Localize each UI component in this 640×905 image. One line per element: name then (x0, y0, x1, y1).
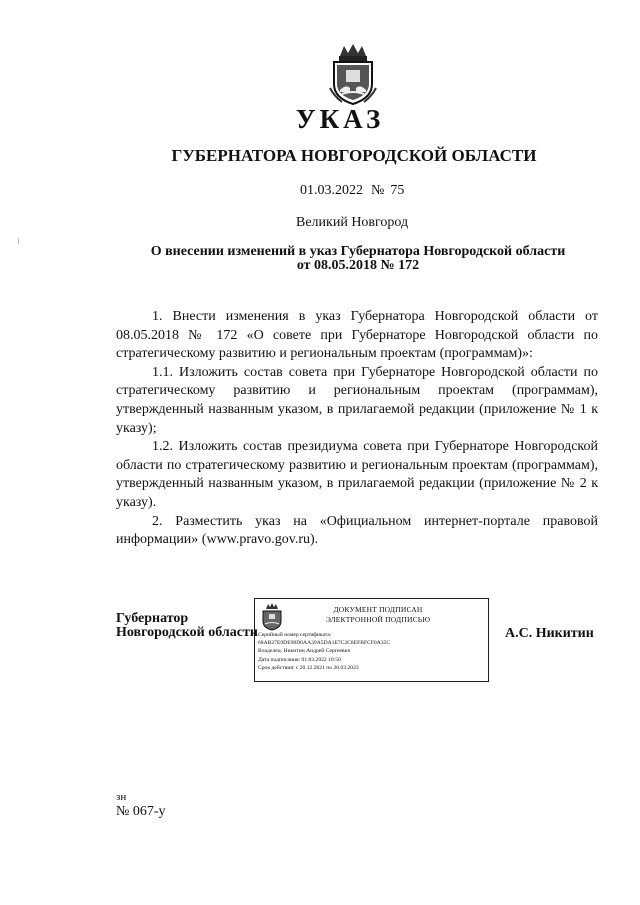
stamp-coat-of-arms-icon (260, 603, 284, 631)
margin-mark (18, 238, 21, 244)
stamp-header-line-2: ЭЛЕКТРОННОЙ ПОДПИСЬЮ (325, 615, 431, 624)
document-heading (128, 245, 588, 273)
paragraph-1-2: 1.2. Изложить состав президиума совета при Губернаторе Новгородской области по стратегическому развитию и региональным проектам (программам), утвержденный названным указом, в прилагаемой редакции (приложение № 2 к указу). (116, 439, 598, 510)
document-subtitle: ГУБЕРНАТОРА НОВГОРОДСКОЙ ОБЛАСТИ (171, 146, 537, 165)
stamp-details (258, 631, 390, 672)
paragraph-1-1: 1.1. Изложить состав совета при Губернаторе Новгородской области по стратегическому развитию и региональным проектам (программам), утвержденный названным указом, в прилагаемой редакции (приложение № 1 к указу); (116, 364, 598, 436)
registration-number: № 067-у (116, 804, 166, 819)
stamp-cert-label: Серийный номер сертификата: (258, 632, 332, 638)
heading-line-2: от 08.05.2018 № 172 (296, 258, 420, 273)
paragraph-1: 1. Внести изменения в указ Губернатора Новгородской области от 08.05.2018 № 172 «О совете при Губернаторе Новгородской области по стратегическому развитию и региональным проектам (программам)»: (116, 309, 598, 362)
novgorod-coat-of-arms-icon (328, 42, 378, 106)
stamp-header (303, 605, 453, 625)
document-title: УКАЗ (295, 104, 385, 134)
executor-initials: зн (116, 791, 127, 803)
date-number-line (300, 183, 404, 199)
signer-position-line-1: Губернатор (116, 611, 189, 626)
stamp-owner: Владелец: Никитин Андрей Сергеевич (258, 648, 351, 655)
stamp-header-line-1: ДОКУМЕНТ ПОДПИСАН (333, 605, 423, 614)
signer-position-line-2: Новгородской области (116, 625, 258, 640)
city: Великий Новгород (296, 215, 409, 230)
signer-position (116, 612, 258, 640)
stamp-signed-date: Дата подписания: 01.03.2022 10:50 (258, 656, 341, 663)
signer-name: А.С. Никитин (505, 626, 594, 641)
document-body (116, 308, 598, 550)
electronic-signature-stamp (254, 598, 489, 682)
document-number: 75 (390, 183, 405, 198)
stamp-validity: Срок действия: с 20.12.2021 по 20.03.2023 (258, 664, 359, 671)
stamp-cert-number: 68AB27E9DE98D0AA39A5DA1E7C2C8EFBFCF0A35C (258, 640, 391, 647)
paragraph-2: 2. Разместить указ на «Официальном интернет-портале правовой информации» (www.pravo.gov.ru). (116, 513, 598, 548)
number-sign: № (371, 183, 385, 198)
document-date: 01.03.2022 (300, 183, 363, 198)
heading-line-1: О внесении изменений в указ Губернатора Новгородской области (150, 244, 566, 259)
